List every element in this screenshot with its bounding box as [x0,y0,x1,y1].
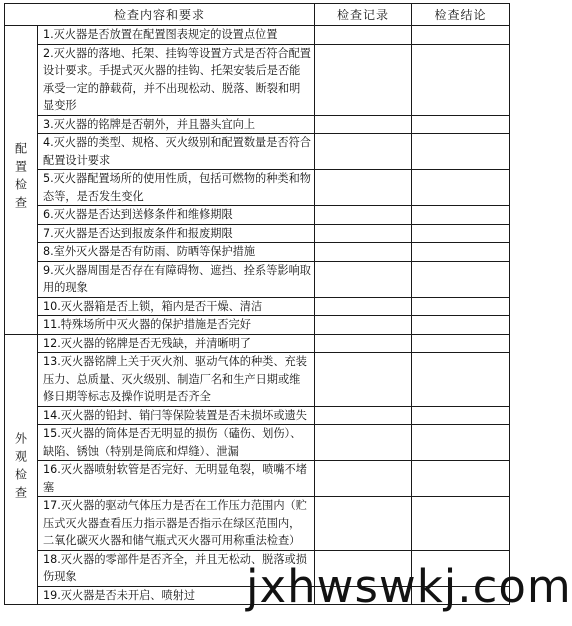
conclusion-cell-6[interactable] [412,206,510,225]
inspection-table [4,3,510,605]
conclusion-cell-11[interactable] [412,316,510,335]
record-cell-19[interactable] [315,586,412,605]
table-row [5,26,510,45]
record-cell-5[interactable] [315,170,412,206]
conclusion-cell-3[interactable] [412,115,510,134]
table-row [5,206,510,225]
table-row [5,497,510,551]
table-row [5,44,510,115]
conclusion-cell-1[interactable] [412,26,510,45]
section-config-label: 配置检查 [13,142,28,215]
table-row [5,170,510,206]
conclusion-cell-10[interactable] [412,297,510,316]
conclusion-cell-12[interactable] [412,334,510,353]
item-11: 11.特殊场所中灭火器的保护措施是否完好 [38,316,315,335]
table-row [5,297,510,316]
item-8: 8.室外灭火器是否有防雨、防晒等保护措施 [38,243,315,262]
header-row [5,4,510,26]
item-12: 12.灭火器的铭牌是否无残缺，并清晰明了 [38,334,315,353]
header-content: 检查内容和要求 [5,4,315,26]
table-row [5,243,510,262]
item-1: 1.灭火器是否放置在配置图表规定的设置点位置 [38,26,315,45]
conclusion-cell-13[interactable] [412,353,510,407]
record-cell-17[interactable] [315,497,412,551]
conclusion-cell-15[interactable] [412,425,510,461]
table-row [5,550,510,586]
conclusion-cell-2[interactable] [412,44,510,115]
conclusion-cell-8[interactable] [412,243,510,262]
record-cell-11[interactable] [315,316,412,335]
item-6: 6.灭火器是否达到送修条件和维修期限 [38,206,315,225]
table-row [5,406,510,425]
item-7: 7.灭火器是否达到报废条件和报废期限 [38,224,315,243]
item-15: 15.灭火器的筒体是否无明显的损伤（磕伤、划伤）、缺陷、锈蚀（特别是筒底和焊缝）、泄漏 [38,425,315,461]
item-13: 13.灭火器铭牌上关于灭火剂、驱动气体的种类、充装压力、总质量、灭火级别、制造厂名和生产日期或维修日期等标志及操作说明是否齐全 [38,353,315,407]
record-cell-14[interactable] [315,406,412,425]
section-config [5,26,38,335]
conclusion-cell-17[interactable] [412,497,510,551]
record-cell-16[interactable] [315,461,412,497]
record-cell-18[interactable] [315,550,412,586]
table-row [5,353,510,407]
table-row [5,334,510,353]
item-19: 19.灭火器是否未开启、喷射过 [38,586,315,605]
record-cell-10[interactable] [315,297,412,316]
item-2: 2.灭火器的落地、托架、挂钩等设置方式是否符合配置设计要求。手提式灭火器的挂钩、托架安装后是否能承受一定的静载荷，并不出现松动、脱落、断裂和明显变形 [38,44,315,115]
conclusion-cell-9[interactable] [412,261,510,297]
section-appearance [5,334,38,605]
item-3: 3.灭火器的铭牌是否朝外，并且器头宜向上 [38,115,315,134]
table-row [5,425,510,461]
conclusion-cell-18[interactable] [412,550,510,586]
table-row [5,261,510,297]
record-cell-8[interactable] [315,243,412,262]
conclusion-cell-4[interactable] [412,134,510,170]
record-cell-3[interactable] [315,115,412,134]
header-conclusion: 检查结论 [412,4,510,26]
record-cell-7[interactable] [315,224,412,243]
record-cell-4[interactable] [315,134,412,170]
table-row [5,115,510,134]
record-cell-13[interactable] [315,353,412,407]
item-17: 17.灭火器的驱动气体压力是否在工作压力范围内（贮压式灭火器查看压力指示器是否指示在绿区范围内，二氧化碳灭火器和储气瓶式灭火器可用称重法检查） [38,497,315,551]
record-cell-15[interactable] [315,425,412,461]
table-row [5,224,510,243]
table-row [5,586,510,605]
record-cell-1[interactable] [315,26,412,45]
section-appearance-label: 外观检查 [13,431,28,504]
item-16: 16.灭火器喷射软管是否完好、无明显龟裂，喷嘴不堵塞 [38,461,315,497]
item-14: 14.灭火器的铅封、销闩等保险装置是否未损坏或遗失 [38,406,315,425]
header-record: 检查记录 [315,4,412,26]
conclusion-cell-7[interactable] [412,224,510,243]
watermark: jxhwswkj.com [246,560,572,613]
item-5: 5.灭火器配置场所的使用性质，包括可燃物的种类和物态等，是否发生变化 [38,170,315,206]
item-10: 10.灭火器箱是否上锁，箱内是否干燥、清洁 [38,297,315,316]
record-cell-2[interactable] [315,44,412,115]
conclusion-cell-19[interactable] [412,586,510,605]
item-18: 18.灭火器的零部件是否齐全，并且无松动、脱落或损伤现象 [38,550,315,586]
item-4: 4.灭火器的类型、规格、灭火级别和配置数量是否符合配置设计要求 [38,134,315,170]
record-cell-12[interactable] [315,334,412,353]
conclusion-cell-14[interactable] [412,406,510,425]
table-row [5,316,510,335]
record-cell-6[interactable] [315,206,412,225]
conclusion-cell-16[interactable] [412,461,510,497]
table-row [5,134,510,170]
conclusion-cell-5[interactable] [412,170,510,206]
record-cell-9[interactable] [315,261,412,297]
item-9: 9.灭火器周围是否存在有障碍物、遮挡、拴系等影响取用的现象 [38,261,315,297]
table-row [5,461,510,497]
